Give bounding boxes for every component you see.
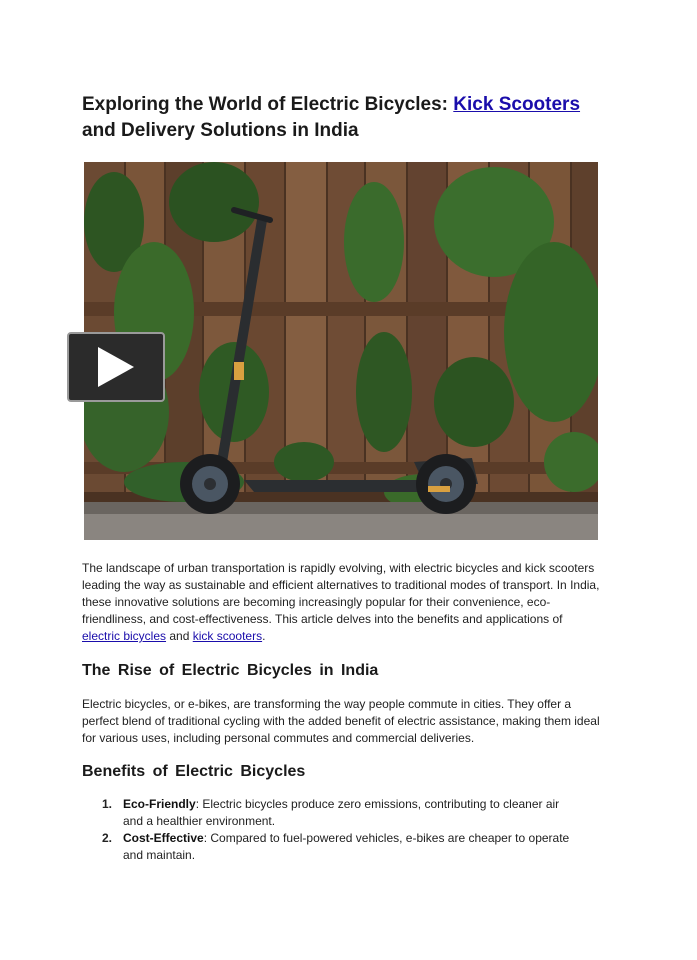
list-item [82,830,582,864]
list-item [82,796,582,830]
list-text: : Compared to fuel-powered vehicles, e-bikes are cheaper to operate and maintain. [123,831,570,862]
list-number: 1. [102,797,113,811]
title-suffix: and Delivery Solutions in India [82,120,359,141]
play-icon [96,345,136,389]
electric-bicycles-link[interactable]: electric bicycles [82,629,167,643]
page-title [82,92,622,144]
section-heading-benefits: Benefits of Electric Bicycles [82,763,306,780]
list-number: 2. [102,831,113,845]
intro-text: The landscape of urban transportation is rapidly evolving, with electric bicycles and kick scooters leading the way as sustainable and efficient alternatives to traditional modes of transport. In India, these innovative solutions are becoming increasingly popular for their convenience, eco-friendliness, and cost-effectiveness. This article delves into the benefits and applications of [82,561,600,626]
intro-paragraph [82,560,602,645]
intro-and: and [166,629,193,643]
list-text: : Electric bicycles produce zero emissions, contributing to cleaner air and a healthier environment. [123,797,560,828]
play-button[interactable] [67,332,165,402]
list-term: Eco-Friendly [123,797,196,811]
intro-end: . [262,629,266,643]
rise-paragraph: Electric bicycles, or e-bikes, are transforming the way people commute in cities. They offer a perfect blend of traditional cycling with the added benefit of electric assistance, making them ideal for various uses, including personal commutes and commercial deliveries. [82,697,600,745]
kick-scooters-link[interactable]: Kick Scooters [453,94,581,115]
section-heading-rise: The Rise of Electric Bicycles in India [82,662,379,679]
list-term: Cost-Effective [123,831,204,845]
benefits-list [82,796,582,864]
title-prefix: Exploring the World of Electric Bicycles: [82,94,454,115]
kick-scooters-inline-link[interactable]: kick scooters [192,629,263,643]
